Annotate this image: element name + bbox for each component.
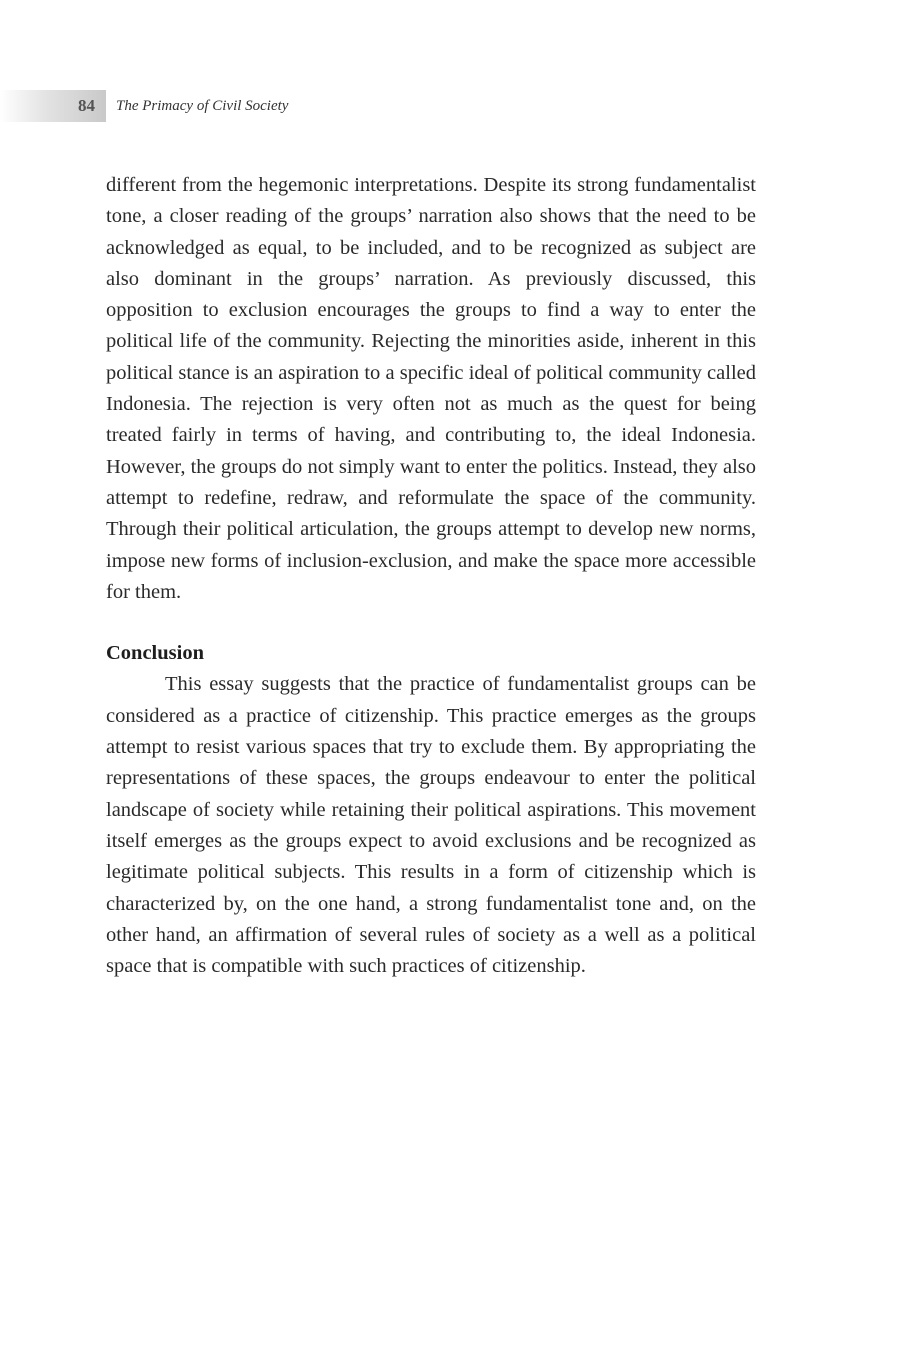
section-heading-conclusion: Conclusion [106, 642, 204, 665]
body-paragraph-continuation: different from the hegemonic interpretations. Despite its strong fundamentalist tone, a closer reading of the groups’ narration also shows that the need to be acknowledged as equal, to be included, and to be recognized as subject are also dominant in the groups’ narration. As previously discussed, this opposition to exclusion encourages the groups to find a way to enter the political life of the community. Rejecting the minorities aside, inherent in this political stance is an aspiration to a specific ideal of political community called Indonesia. The rejection is very often not as much as the quest for being treated fairly in terms of having, and contributing to, the ideal Indonesia. However, the groups do not simply want to enter the politics. Instead, they also attempt to redefine, redraw, and reformulate the space of the community. Through their political articulation, the groups attempt to develop new norms, impose new forms of inclusion-exclusion, and make the space more accessible for them. [106, 174, 756, 603]
body-paragraph-conclusion: This essay suggests that the practice of fundamentalist groups can be considered as a practice of citizenship. This practice emerges as the groups attempt to resist various spaces that try to exclude them. By appropriating the representations of these spaces, the groups endeavour to enter the political landscape of society while retaining their political aspirations. This movement itself emerges as the groups expect to avoid exclusions and be recognized as legitimate political subjects. This results in a form of citizenship which is characterized by, on the one hand, a strong fundamentalist tone and, on the other hand, an affirmation of several rules of society as a well as a political space that is compatible with such practices of citizenship. [106, 673, 756, 978]
page-number: 84 [78, 96, 95, 115]
running-header [0, 90, 420, 122]
page-body [106, 170, 756, 982]
running-title: The Primacy of Civil Society [116, 98, 289, 114]
